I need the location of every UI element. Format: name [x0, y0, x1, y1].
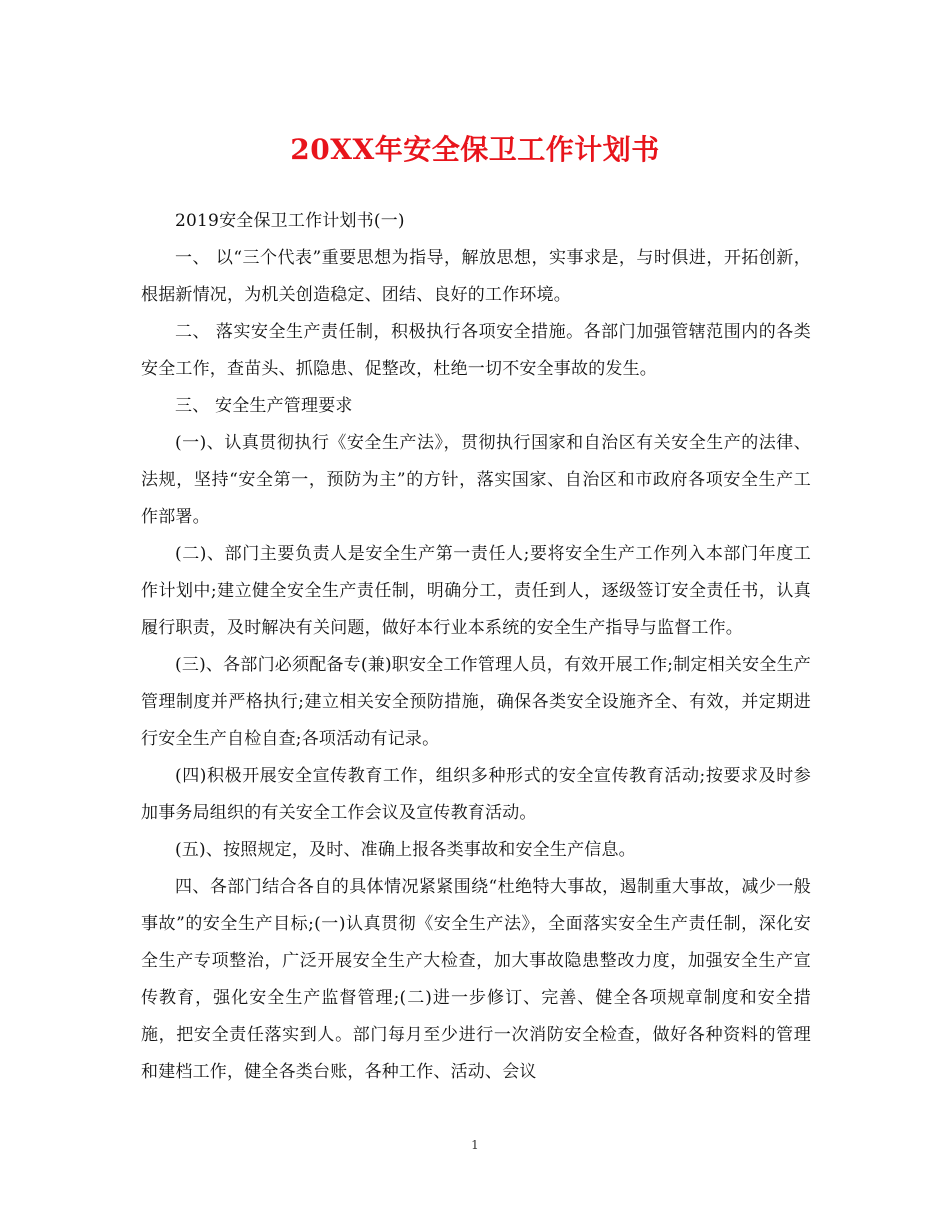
paragraph-7: (四)积极开展安全宣传教育工作，组织多种形式的安全宣传教育活动;按要求及时参加事务局组织的有关安全工作会议及宣传教育活动。: [141, 766, 811, 823]
document-body: [141, 203, 811, 1091]
paragraph-2: 二、 落实安全生产责任制，积极执行各项安全措施。各部门加强管辖范围内的各类安全工作，查苗头、抓隐患、促整改，杜绝一切不安全事故的发生。: [141, 322, 811, 379]
paragraph-4: (一)、认真贯彻执行《安全生产法》，贯彻执行国家和自治区有关安全生产的法律、法规，坚持“安全第一，预防为主”的方针，落实国家、自治区和市政府各项安全生产工作部署。: [141, 433, 811, 527]
paragraph-8: (五)、按照规定，及时、准确上报各类事故和安全生产信息。: [175, 840, 636, 860]
page-number: 1: [471, 1138, 479, 1152]
document-title: 20XX年安全保卫工作计划书: [290, 133, 660, 166]
paragraph-6: (三)、各部门必须配备专(兼)职安全工作管理人员，有效开展工作;制定相关安全生产管理制度并严格执行;建立相关安全预防措施，确保各类安全设施齐全、有效，并定期进行安全生产自检自查;各项活动有记录。: [141, 655, 811, 749]
subtitle-paragraph: 2019安全保卫工作计划书(一): [175, 211, 405, 231]
paragraph-9: 四、各部门结合各自的具体情况紧紧围绕“杜绝特大事故，遏制重大事故，减少一般事故”的安全生产目标;(一)认真贯彻《安全生产法》，全面落实安全生产责任制，深化安全生产专项整治，广泛开展安全生产大检查，加大事故隐患整改力度，加强安全生产宣传教育，强化安全生产监督管理;(二)进一步修订、完善、健全各项规章制度和安全措施，把安全责任落实到人。部门每月至少进行一次消防安全检查，做好各种资料的管理和建档工作，健全各类台账，各种工作、活动、会议: [141, 877, 811, 1082]
paragraph-1: 一、 以“三个代表”重要思想为指导，解放思想，实事求是，与时俱进，开拓创新，根据新情况，为机关创造稳定、团结、良好的工作环境。: [141, 248, 811, 305]
paragraph-5: (二)、部门主要负责人是安全生产第一责任人;要将安全生产工作列入本部门年度工作计划中;建立健全安全生产责任制，明确分工，责任到人，逐级签订安全责任书，认真履行职责，及时解决有关问题，做好本行业本系统的安全生产指导与监督工作。: [141, 544, 811, 638]
paragraph-3: 三、 安全生产管理要求: [175, 396, 353, 416]
